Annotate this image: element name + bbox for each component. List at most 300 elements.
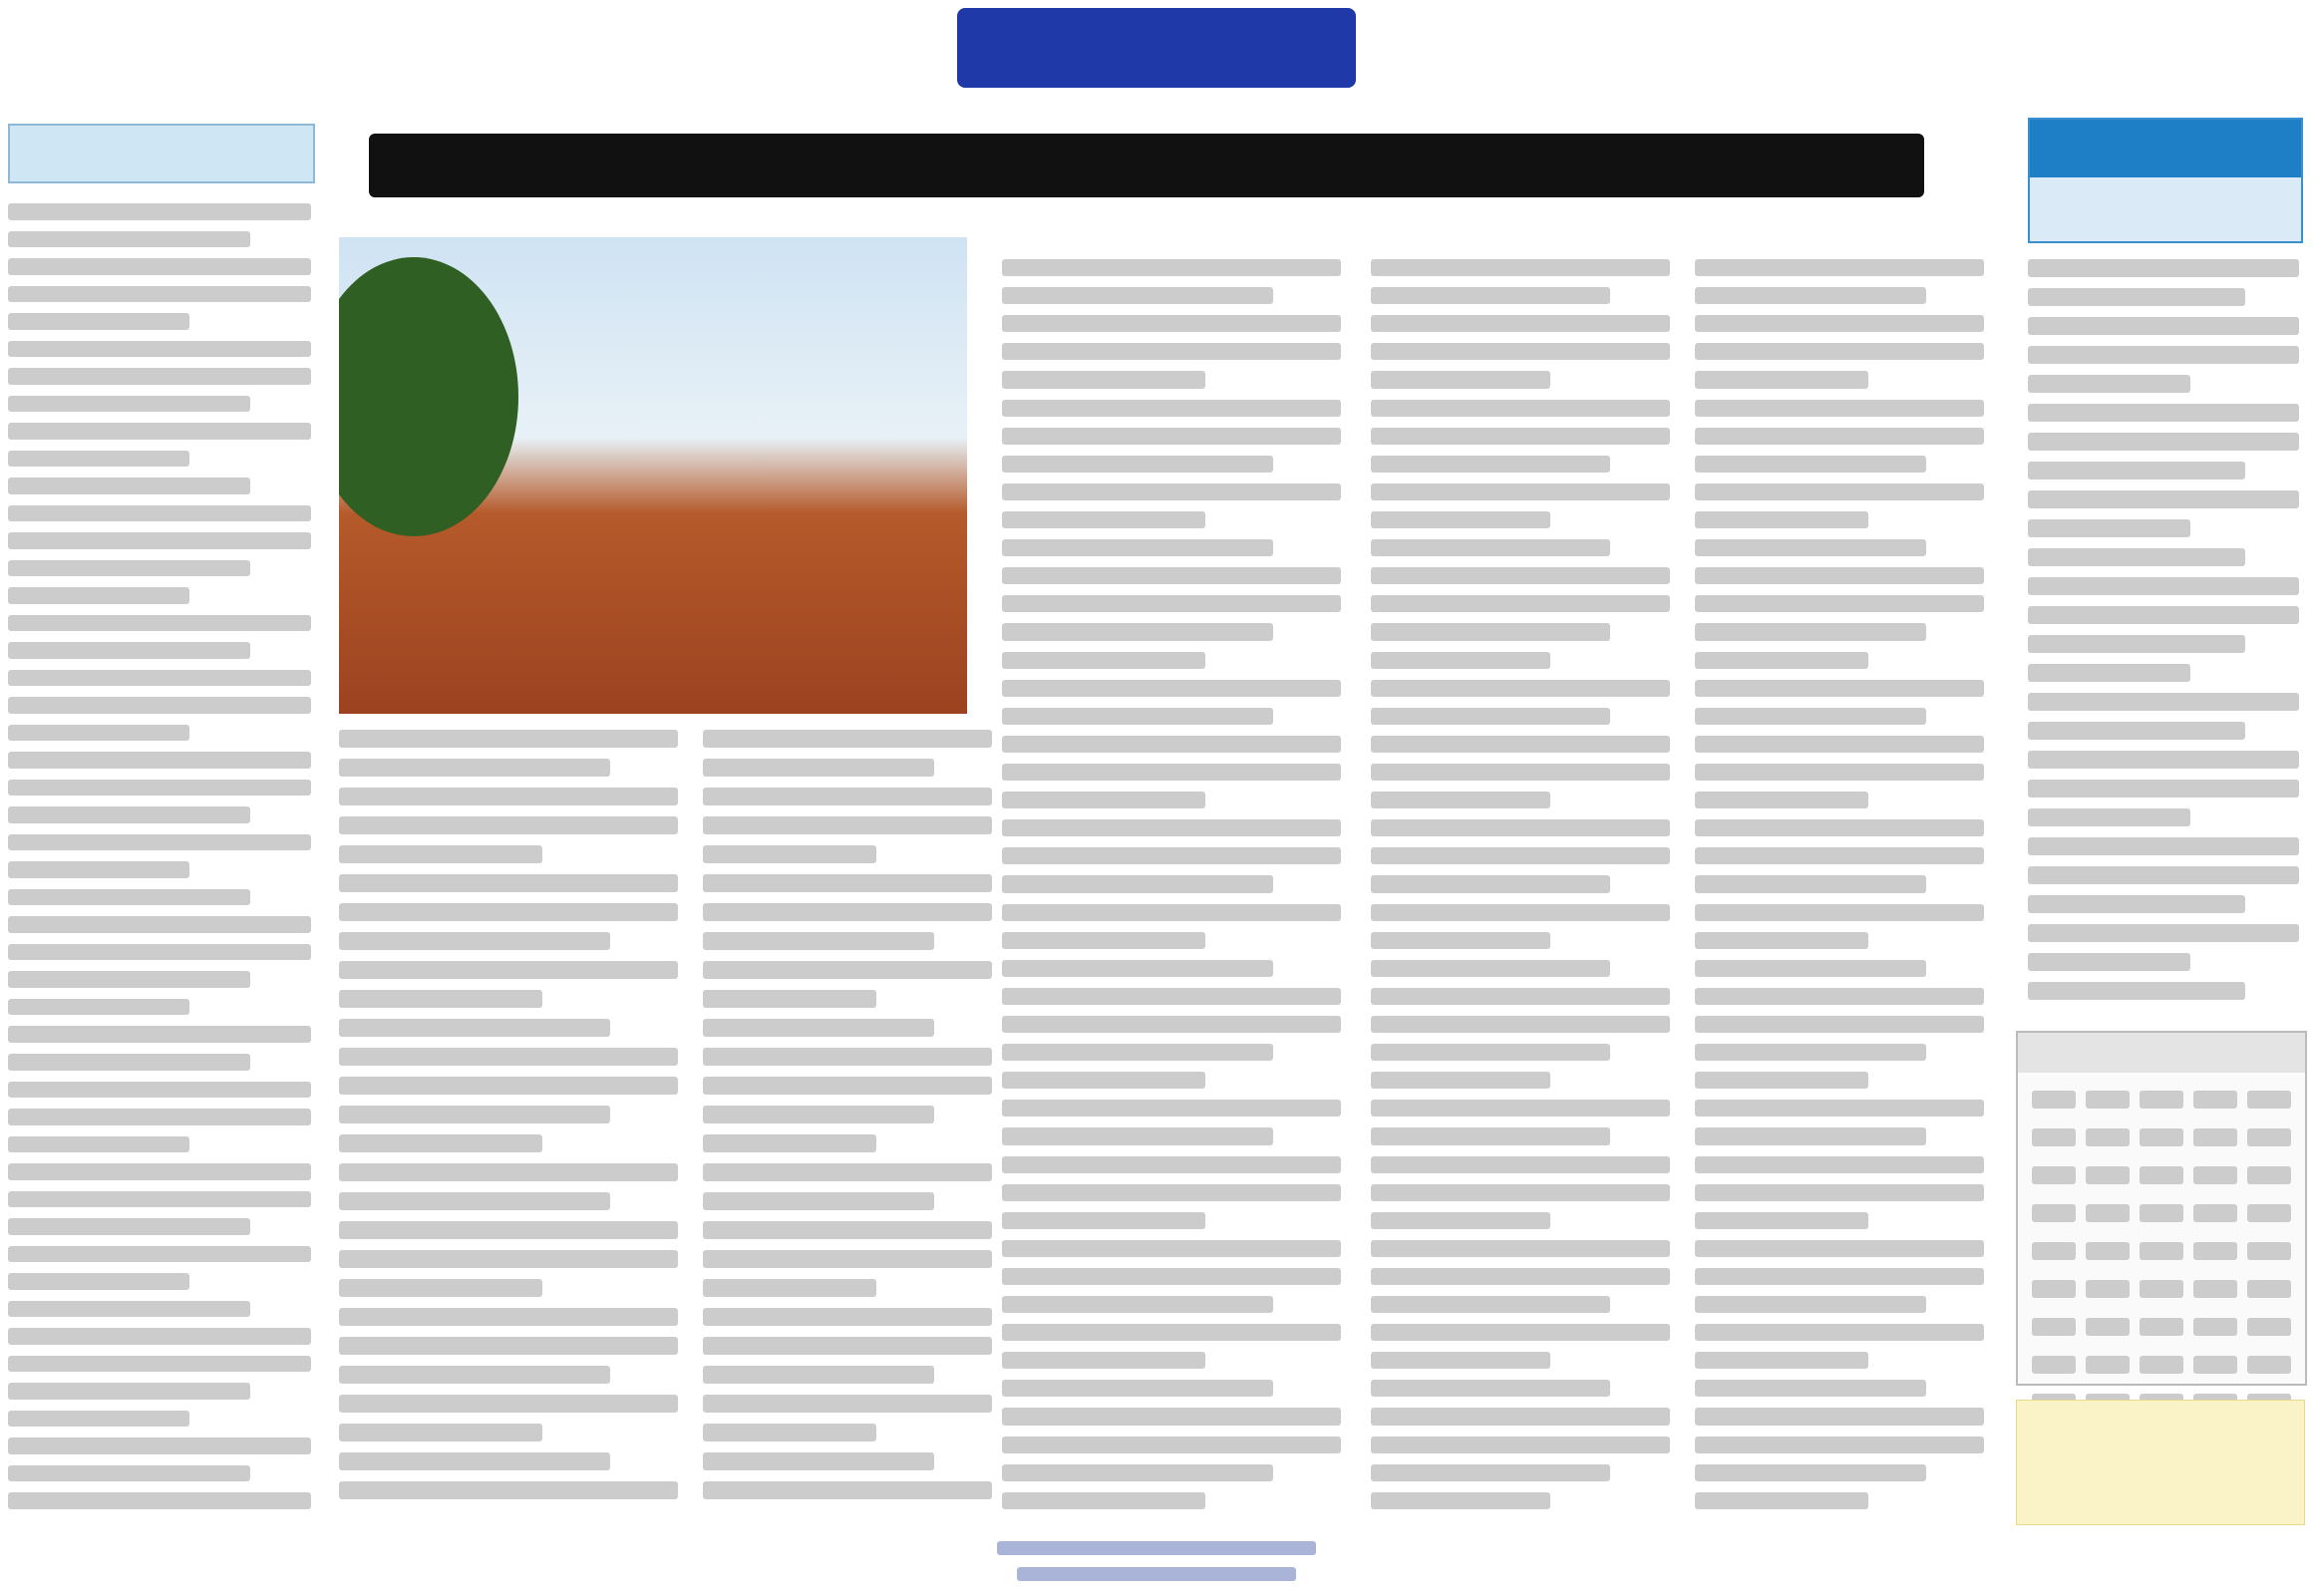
answer-cell-placeholder bbox=[2032, 1280, 2076, 1298]
answer-cell-placeholder bbox=[2140, 1242, 2183, 1260]
text-line-placeholder bbox=[1695, 960, 1926, 977]
text-line-placeholder bbox=[8, 889, 250, 906]
text-line-placeholder bbox=[2028, 837, 2299, 855]
text-line-placeholder bbox=[1695, 595, 1984, 612]
text-line-placeholder bbox=[703, 1221, 992, 1239]
text-line-placeholder bbox=[1371, 847, 1670, 864]
text-line-placeholder bbox=[339, 1106, 610, 1123]
answer-cell-placeholder bbox=[2086, 1091, 2130, 1109]
text-line-placeholder bbox=[1371, 1324, 1670, 1341]
text-line-placeholder bbox=[1002, 847, 1341, 864]
text-line-placeholder bbox=[2028, 346, 2299, 364]
text-line-placeholder bbox=[339, 1424, 542, 1441]
text-line-placeholder bbox=[1695, 904, 1984, 921]
answer-cell-placeholder bbox=[2032, 1356, 2076, 1374]
text-line-placeholder bbox=[339, 1279, 542, 1297]
answer-cell-placeholder bbox=[2193, 1356, 2237, 1374]
text-line-placeholder bbox=[8, 1273, 189, 1290]
text-line-placeholder bbox=[1371, 680, 1670, 697]
text-line-placeholder bbox=[1371, 904, 1670, 921]
answer-cell-placeholder bbox=[2086, 1280, 2130, 1298]
answer-cell-placeholder bbox=[2140, 1318, 2183, 1336]
text-line-placeholder bbox=[8, 1411, 189, 1428]
answer-cell-placeholder bbox=[2032, 1128, 2076, 1146]
text-line-placeholder bbox=[703, 990, 876, 1008]
text-line-placeholder bbox=[2028, 288, 2245, 306]
text-line-placeholder bbox=[8, 1218, 250, 1235]
text-line-placeholder bbox=[1695, 736, 1984, 753]
answer-key-title bbox=[2018, 1033, 2305, 1073]
text-line-placeholder bbox=[1371, 1296, 1610, 1313]
text-line-placeholder bbox=[1695, 1492, 1868, 1509]
text-line-placeholder bbox=[1695, 1072, 1868, 1089]
text-line-placeholder bbox=[8, 1383, 250, 1400]
photo-tree bbox=[339, 257, 518, 536]
text-line-placeholder bbox=[1002, 287, 1273, 304]
question-column-7 bbox=[2028, 259, 2299, 1017]
text-line-placeholder bbox=[703, 1134, 876, 1152]
text-line-placeholder bbox=[1695, 875, 1926, 892]
text-line-placeholder bbox=[1695, 1380, 1926, 1397]
answer-cell-placeholder bbox=[2032, 1242, 2076, 1260]
text-line-placeholder bbox=[1695, 652, 1868, 669]
text-line-placeholder bbox=[1002, 511, 1205, 528]
text-line-placeholder bbox=[2028, 866, 2299, 884]
text-line-placeholder bbox=[339, 788, 678, 805]
text-line-placeholder bbox=[703, 1048, 992, 1066]
text-line-placeholder bbox=[703, 1077, 992, 1095]
text-line-placeholder bbox=[2028, 548, 2245, 566]
text-line-placeholder bbox=[1695, 1156, 1984, 1173]
text-line-placeholder bbox=[8, 806, 250, 823]
answer-cell-placeholder bbox=[2032, 1166, 2076, 1184]
text-line-placeholder bbox=[2028, 808, 2190, 826]
text-line-placeholder bbox=[703, 1192, 934, 1210]
text-line-placeholder bbox=[1695, 1127, 1926, 1144]
text-line-placeholder bbox=[2028, 404, 2299, 422]
text-line-placeholder bbox=[703, 1106, 934, 1123]
text-line-placeholder bbox=[1371, 1464, 1610, 1481]
text-line-placeholder bbox=[703, 1395, 992, 1413]
answer-cell-placeholder bbox=[2247, 1280, 2291, 1298]
text-line-placeholder bbox=[2028, 259, 2299, 277]
question-column-4 bbox=[1002, 259, 1341, 1509]
text-line-placeholder bbox=[339, 1337, 678, 1355]
text-line-placeholder bbox=[703, 961, 992, 979]
text-line-placeholder bbox=[8, 560, 250, 577]
masthead bbox=[0, 0, 2314, 100]
text-line-placeholder bbox=[339, 1192, 610, 1210]
text-line-placeholder bbox=[703, 1424, 876, 1441]
answer-cell-placeholder bbox=[2032, 1318, 2076, 1336]
answer-cell-placeholder bbox=[2086, 1242, 2130, 1260]
text-line-placeholder bbox=[8, 780, 311, 797]
author-box bbox=[2016, 1400, 2305, 1525]
text-line-placeholder bbox=[8, 258, 311, 275]
answer-cell-placeholder bbox=[2140, 1128, 2183, 1146]
text-line-placeholder bbox=[1695, 988, 1984, 1005]
headline bbox=[329, 110, 1984, 219]
text-line-placeholder bbox=[8, 341, 311, 358]
answer-cell-placeholder bbox=[2140, 1204, 2183, 1222]
text-line-placeholder bbox=[8, 231, 250, 248]
text-line-placeholder bbox=[703, 1250, 992, 1268]
text-line-placeholder bbox=[1695, 483, 1984, 500]
answer-cell-placeholder bbox=[2247, 1166, 2291, 1184]
text-line-placeholder bbox=[8, 368, 311, 385]
text-line-placeholder bbox=[703, 1481, 992, 1499]
text-line-placeholder bbox=[1371, 736, 1670, 753]
question-column-3 bbox=[703, 730, 992, 1509]
text-line-placeholder bbox=[1002, 819, 1341, 836]
text-line-placeholder bbox=[1002, 1380, 1273, 1397]
answer-cell-placeholder bbox=[2193, 1166, 2237, 1184]
text-line-placeholder bbox=[1371, 315, 1670, 332]
text-line-placeholder bbox=[1695, 1240, 1984, 1257]
answer-cell-placeholder bbox=[2193, 1242, 2237, 1260]
text-line-placeholder bbox=[1371, 1240, 1670, 1257]
text-line-placeholder bbox=[1002, 1184, 1341, 1201]
answer-cell-placeholder bbox=[2247, 1091, 2291, 1109]
text-line-placeholder bbox=[339, 1452, 610, 1470]
text-line-placeholder bbox=[2028, 635, 2245, 653]
text-line-placeholder bbox=[1371, 400, 1670, 417]
text-line-placeholder bbox=[2028, 462, 2245, 479]
text-line-placeholder bbox=[1695, 1324, 1984, 1341]
text-line-placeholder bbox=[1371, 1268, 1670, 1285]
text-line-placeholder bbox=[2028, 375, 2190, 393]
text-line-placeholder bbox=[1002, 988, 1341, 1005]
text-line-placeholder bbox=[1002, 1100, 1341, 1117]
text-line-placeholder bbox=[1695, 792, 1868, 808]
text-line-placeholder bbox=[1371, 1492, 1550, 1509]
text-line-placeholder bbox=[1371, 1436, 1670, 1453]
text-line-placeholder bbox=[1695, 400, 1984, 417]
answer-cell-placeholder bbox=[2193, 1280, 2237, 1298]
text-line-placeholder bbox=[1002, 875, 1273, 892]
text-line-placeholder bbox=[1695, 456, 1926, 473]
text-line-placeholder bbox=[339, 816, 678, 834]
text-line-placeholder bbox=[1371, 343, 1670, 360]
text-line-placeholder bbox=[339, 730, 678, 748]
text-line-placeholder bbox=[703, 1019, 934, 1037]
text-line-placeholder bbox=[1371, 1044, 1610, 1061]
text-line-placeholder bbox=[339, 1163, 678, 1181]
text-line-placeholder bbox=[1002, 1240, 1341, 1257]
answer-cell-placeholder bbox=[2193, 1091, 2237, 1109]
text-line-placeholder bbox=[1002, 595, 1341, 612]
text-line-placeholder bbox=[703, 1337, 992, 1355]
page-info bbox=[997, 1541, 1316, 1555]
text-line-placeholder bbox=[1002, 1492, 1205, 1509]
text-line-placeholder bbox=[8, 1328, 311, 1345]
answer-cell-placeholder bbox=[2247, 1242, 2291, 1260]
answer-cell-placeholder bbox=[2086, 1204, 2130, 1222]
text-line-placeholder bbox=[8, 615, 311, 632]
answer-cell-placeholder bbox=[2140, 1091, 2183, 1109]
text-line-placeholder bbox=[2028, 953, 2190, 971]
text-line-placeholder bbox=[8, 1136, 189, 1153]
text-line-placeholder bbox=[2028, 490, 2299, 508]
text-line-placeholder bbox=[1002, 904, 1341, 921]
text-line-placeholder bbox=[1002, 1072, 1205, 1089]
text-line-placeholder bbox=[1371, 567, 1670, 584]
text-line-placeholder bbox=[1371, 1184, 1670, 1201]
text-line-placeholder bbox=[703, 903, 992, 921]
text-line-placeholder bbox=[1695, 1212, 1868, 1229]
text-line-placeholder bbox=[2028, 924, 2299, 942]
question-column-1 bbox=[8, 203, 311, 1509]
text-line-placeholder bbox=[703, 1279, 876, 1297]
text-line-placeholder bbox=[339, 1308, 678, 1326]
text-line-placeholder bbox=[1695, 567, 1984, 584]
text-line-placeholder bbox=[8, 1301, 250, 1318]
text-line-placeholder bbox=[8, 642, 250, 659]
newspaper-logo bbox=[957, 8, 1356, 88]
text-line-placeholder bbox=[1002, 400, 1341, 417]
text-line-placeholder bbox=[1371, 1100, 1670, 1117]
text-line-placeholder bbox=[2028, 519, 2190, 537]
answer-cell-placeholder bbox=[2032, 1091, 2076, 1109]
text-line-placeholder bbox=[8, 697, 311, 714]
text-line-placeholder bbox=[2028, 693, 2299, 711]
text-line-placeholder bbox=[2028, 606, 2299, 624]
text-line-placeholder bbox=[1371, 988, 1670, 1005]
special-section-box bbox=[2028, 118, 2303, 243]
text-line-placeholder bbox=[1371, 708, 1610, 725]
text-line-placeholder bbox=[8, 478, 250, 494]
text-line-placeholder bbox=[1695, 1016, 1984, 1033]
text-line-placeholder bbox=[339, 903, 678, 921]
text-line-placeholder bbox=[8, 451, 189, 468]
text-line-placeholder bbox=[1002, 456, 1273, 473]
text-line-placeholder bbox=[1002, 1044, 1273, 1061]
text-line-placeholder bbox=[1371, 1016, 1670, 1033]
question-column-6 bbox=[1695, 259, 1984, 1509]
text-line-placeholder bbox=[8, 752, 311, 769]
text-line-placeholder bbox=[2028, 982, 2245, 1000]
text-line-placeholder bbox=[1695, 1436, 1984, 1453]
text-line-placeholder bbox=[1695, 539, 1926, 556]
text-line-placeholder bbox=[1371, 428, 1670, 445]
text-line-placeholder bbox=[1695, 428, 1984, 445]
text-line-placeholder bbox=[1371, 1408, 1670, 1425]
text-line-placeholder bbox=[339, 990, 542, 1008]
text-line-placeholder bbox=[703, 1308, 992, 1326]
text-line-placeholder bbox=[339, 1048, 678, 1066]
section-header-left bbox=[8, 124, 315, 183]
text-line-placeholder bbox=[8, 1163, 311, 1180]
text-line-placeholder bbox=[2028, 722, 2245, 740]
text-line-placeholder bbox=[8, 971, 250, 988]
text-line-placeholder bbox=[1371, 1380, 1610, 1397]
text-line-placeholder bbox=[1371, 259, 1670, 276]
text-line-placeholder bbox=[1002, 1408, 1341, 1425]
source-url bbox=[1017, 1567, 1296, 1581]
text-line-placeholder bbox=[1371, 652, 1550, 669]
text-line-placeholder bbox=[1002, 736, 1341, 753]
text-line-placeholder bbox=[1695, 764, 1984, 781]
text-line-placeholder bbox=[2028, 577, 2299, 595]
text-line-placeholder bbox=[1371, 932, 1550, 949]
text-line-placeholder bbox=[8, 1082, 311, 1099]
text-line-placeholder bbox=[1371, 483, 1670, 500]
text-line-placeholder bbox=[703, 759, 934, 777]
text-line-placeholder bbox=[2028, 895, 2245, 913]
text-line-placeholder bbox=[339, 1134, 542, 1152]
text-line-placeholder bbox=[1002, 343, 1341, 360]
text-line-placeholder bbox=[1002, 1212, 1205, 1229]
text-line-placeholder bbox=[703, 788, 992, 805]
text-line-placeholder bbox=[703, 1452, 934, 1470]
text-line-placeholder bbox=[8, 587, 189, 604]
text-line-placeholder bbox=[339, 961, 678, 979]
answer-cell-placeholder bbox=[2032, 1204, 2076, 1222]
text-line-placeholder bbox=[703, 730, 992, 748]
text-line-placeholder bbox=[1002, 1268, 1341, 1285]
answer-cell-placeholder bbox=[2193, 1204, 2237, 1222]
text-line-placeholder bbox=[1002, 567, 1341, 584]
text-line-placeholder bbox=[8, 1246, 311, 1263]
text-line-placeholder bbox=[703, 845, 876, 863]
text-line-placeholder bbox=[8, 396, 250, 413]
text-line-placeholder bbox=[1002, 932, 1205, 949]
text-line-placeholder bbox=[1002, 483, 1341, 500]
text-line-placeholder bbox=[1371, 623, 1610, 640]
text-line-placeholder bbox=[339, 1366, 610, 1384]
text-line-placeholder bbox=[2028, 780, 2299, 798]
answer-cell-placeholder bbox=[2193, 1318, 2237, 1336]
text-line-placeholder bbox=[339, 845, 542, 863]
text-line-placeholder bbox=[703, 932, 934, 950]
text-line-placeholder bbox=[8, 670, 311, 687]
text-line-placeholder bbox=[339, 932, 610, 950]
text-line-placeholder bbox=[1002, 708, 1273, 725]
text-line-placeholder bbox=[2028, 751, 2299, 769]
text-line-placeholder bbox=[1695, 1100, 1984, 1117]
text-line-placeholder bbox=[1695, 819, 1984, 836]
text-line-placeholder bbox=[1371, 539, 1610, 556]
text-line-placeholder bbox=[8, 532, 311, 549]
answer-cell-placeholder bbox=[2247, 1356, 2291, 1374]
text-line-placeholder bbox=[8, 505, 311, 522]
text-line-placeholder bbox=[339, 1250, 678, 1268]
text-line-placeholder bbox=[1371, 1352, 1550, 1369]
text-line-placeholder bbox=[1371, 875, 1610, 892]
text-line-placeholder bbox=[8, 834, 311, 851]
text-line-placeholder bbox=[339, 1481, 678, 1499]
text-line-placeholder bbox=[339, 1221, 678, 1239]
answer-cell-placeholder bbox=[2193, 1128, 2237, 1146]
text-line-placeholder bbox=[1002, 1464, 1273, 1481]
text-line-placeholder bbox=[8, 916, 311, 933]
text-line-placeholder bbox=[8, 313, 189, 330]
answer-cell-placeholder bbox=[2086, 1318, 2130, 1336]
text-line-placeholder bbox=[1002, 1127, 1273, 1144]
text-line-placeholder bbox=[1002, 764, 1341, 781]
answer-cell-placeholder bbox=[2140, 1280, 2183, 1298]
text-line-placeholder bbox=[339, 1395, 678, 1413]
text-line-placeholder bbox=[1371, 456, 1610, 473]
text-line-placeholder bbox=[1371, 287, 1610, 304]
text-line-placeholder bbox=[1695, 343, 1984, 360]
text-line-placeholder bbox=[1695, 680, 1984, 697]
answer-cell-placeholder bbox=[2247, 1128, 2291, 1146]
text-line-placeholder bbox=[1695, 1268, 1984, 1285]
text-line-placeholder bbox=[8, 944, 311, 961]
text-line-placeholder bbox=[703, 874, 992, 892]
text-line-placeholder bbox=[8, 423, 311, 440]
text-line-placeholder bbox=[1371, 819, 1670, 836]
text-line-placeholder bbox=[8, 1109, 311, 1125]
photo bbox=[339, 237, 967, 714]
answer-cell-placeholder bbox=[2086, 1356, 2130, 1374]
text-line-placeholder bbox=[8, 861, 189, 878]
text-line-placeholder bbox=[1695, 932, 1868, 949]
text-line-placeholder bbox=[8, 1191, 311, 1208]
answer-cell-placeholder bbox=[2247, 1204, 2291, 1222]
text-line-placeholder bbox=[1371, 1156, 1670, 1173]
text-line-placeholder bbox=[8, 725, 189, 742]
text-line-placeholder bbox=[8, 1492, 311, 1509]
text-line-placeholder bbox=[1371, 764, 1670, 781]
answer-cell-placeholder bbox=[2086, 1166, 2130, 1184]
text-line-placeholder bbox=[1695, 259, 1984, 276]
text-line-placeholder bbox=[1371, 595, 1670, 612]
answer-cell-placeholder bbox=[2247, 1318, 2291, 1336]
text-line-placeholder bbox=[8, 999, 189, 1016]
text-line-placeholder bbox=[1371, 960, 1610, 977]
text-line-placeholder bbox=[703, 1366, 934, 1384]
question-column-2 bbox=[339, 730, 678, 1509]
text-line-placeholder bbox=[1695, 1044, 1926, 1061]
text-line-placeholder bbox=[339, 1019, 610, 1037]
text-line-placeholder bbox=[1002, 315, 1341, 332]
text-line-placeholder bbox=[1371, 792, 1550, 808]
text-line-placeholder bbox=[1002, 1016, 1341, 1033]
text-line-placeholder bbox=[1695, 1296, 1926, 1313]
answer-cell-placeholder bbox=[2140, 1356, 2183, 1374]
text-line-placeholder bbox=[1002, 652, 1205, 669]
text-line-placeholder bbox=[1002, 1324, 1341, 1341]
text-line-placeholder bbox=[1002, 1352, 1205, 1369]
text-line-placeholder bbox=[2028, 433, 2299, 451]
text-line-placeholder bbox=[1695, 1352, 1868, 1369]
page-footer bbox=[0, 1535, 2314, 1595]
text-line-placeholder bbox=[1002, 1436, 1341, 1453]
text-line-placeholder bbox=[8, 286, 311, 303]
text-line-placeholder bbox=[8, 1026, 311, 1043]
answer-cell-placeholder bbox=[2140, 1166, 2183, 1184]
text-line-placeholder bbox=[1695, 1408, 1984, 1425]
question-column-5 bbox=[1371, 259, 1670, 1509]
answer-grid bbox=[2018, 1073, 2305, 1430]
text-line-placeholder bbox=[1002, 371, 1205, 388]
text-line-placeholder bbox=[8, 1465, 250, 1482]
text-line-placeholder bbox=[339, 1077, 678, 1095]
text-line-placeholder bbox=[1371, 1127, 1610, 1144]
text-line-placeholder bbox=[1002, 960, 1273, 977]
text-line-placeholder bbox=[339, 874, 678, 892]
text-line-placeholder bbox=[1002, 1156, 1341, 1173]
special-section-top bbox=[2030, 120, 2301, 177]
text-line-placeholder bbox=[1695, 847, 1984, 864]
text-line-placeholder bbox=[1002, 680, 1341, 697]
text-line-placeholder bbox=[8, 203, 311, 220]
text-line-placeholder bbox=[8, 1356, 311, 1373]
text-line-placeholder bbox=[1002, 623, 1273, 640]
text-line-placeholder bbox=[1371, 1072, 1550, 1089]
